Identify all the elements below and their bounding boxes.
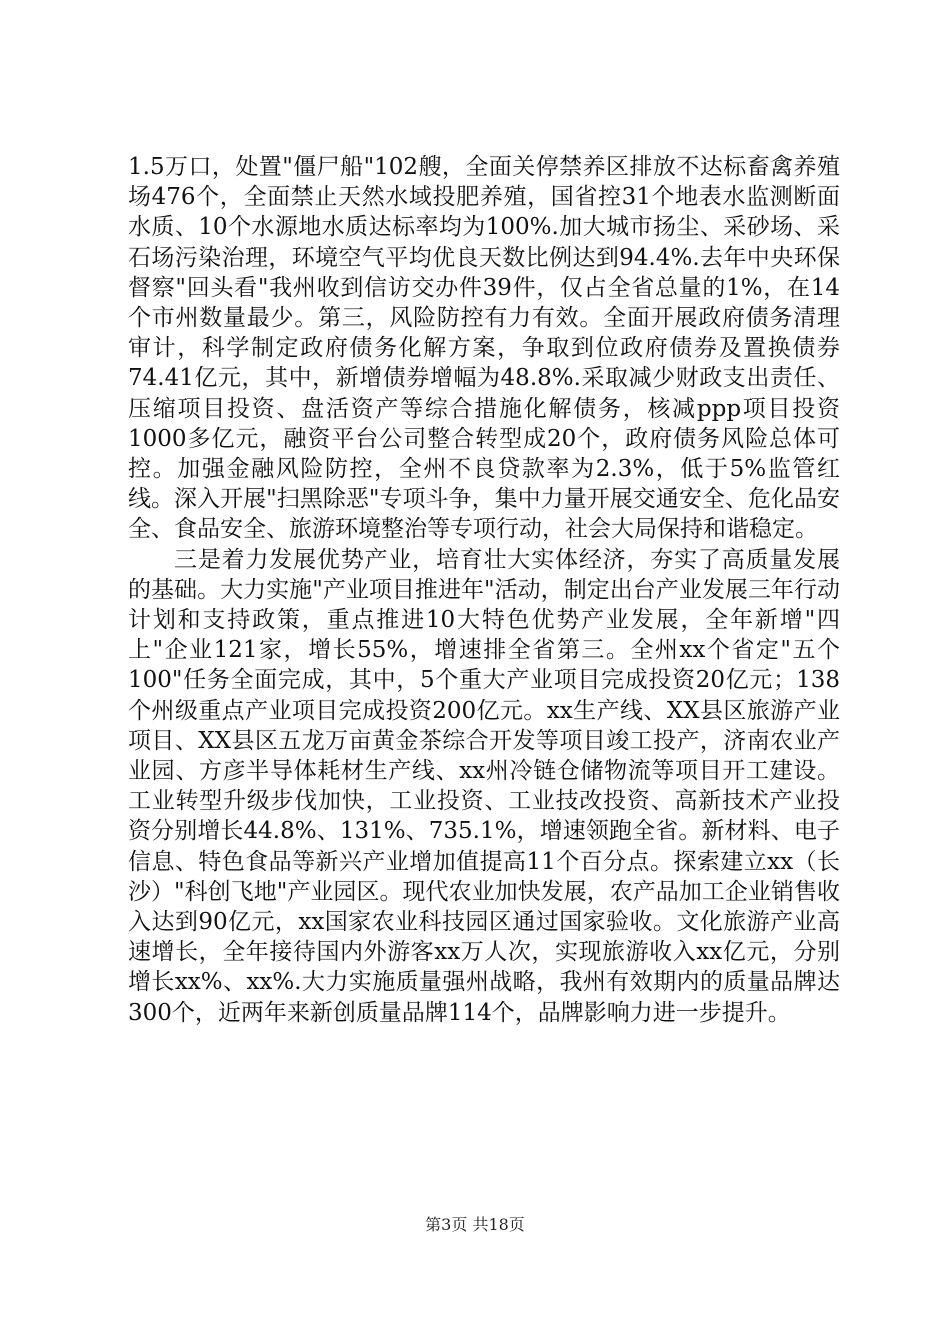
paragraph-industry: 三是着力发展优势产业，培育壮大实体经济，夯实了高质量发展的基础。大力实施"产业项目推进年"活动，制定出台产业发展三年行动计划和支持政策，重点推进10大特色优势产业发展，全年新增"四上"企业121家，增长55%，增速排全省第三。全州xx个省定"五个100"任务全面完成，其中，5个重大产业项目完成投资20亿元；138个州级重点产业项目完成投资200亿元。xx生产线、XX县区旅游产业项目、XX县区五龙万亩黄金茶综合开发等项目竣工投产，济南农业产业园、方彦半导体耗材生产线、xx州冷链仓储物流等项目开工建设。工业转型升级步伐加快，工业投资、工业技改投资、高新技术产业投资分别增长44.8%、131%、735.1%，增速领跑全省。新材料、电子信息、特色食品等新兴产业增加值提高11个百分点。探索建立xx（长沙）"科创飞地"产业园区。现代农业加快发展，农产品加工企业销售收入达到90亿元，xx国家农业科技园区通过国家验收。文化旅游产业高速增长，全年接待国内外游客xx万人次，实现旅游收入xx亿元，分别增长xx%、xx%.大力实施质量强州战略，我州有效期内的质量品牌达300个，近两年来新创质量品牌114个，品牌影响力进一步提升。 — [128, 546, 840, 1026]
document-body — [128, 152, 840, 1028]
page-number-footer: 第3页 共18页 — [425, 1215, 525, 1234]
paragraph-continuation: 1.5万口，处置"僵尸船"102艘，全面关停禁养区排放不达标畜禽养殖场476个，全面禁止天然水域投肥养殖，国省控31个地表水监测断面水质、10个水源地水质达标率均为100%.加大城市扬尘、采砂场、采石场污染治理，环境空气平均优良天数比例达到94.4%.去年中央环保督察"回头看"我州收到信访交办件39件，仅占全省总量的1%，在14个市州数量最少。第三，风险防控有力有效。全面开展政府债务清理审计，科学制定政府债务化解方案，争取到位政府债券及置换债券74.41亿元，其中，新增债券增幅为48.8%.采取减少财政支出责任、压缩项目投资、盘活资产等综合措施化解债务，核减ppp项目投资1000多亿元，融资平台公司整合转型成20个，政府债务风险总体可控。加强金融风险防控，全州不良贷款率为2.3%，低于5%监管红线。深入开展"扫黑除恶"专项斗争，集中力量开展交通安全、危化品安全、食品安全、旅游环境整治等专项行动，社会大局保持和谐稳定。 — [128, 154, 840, 543]
